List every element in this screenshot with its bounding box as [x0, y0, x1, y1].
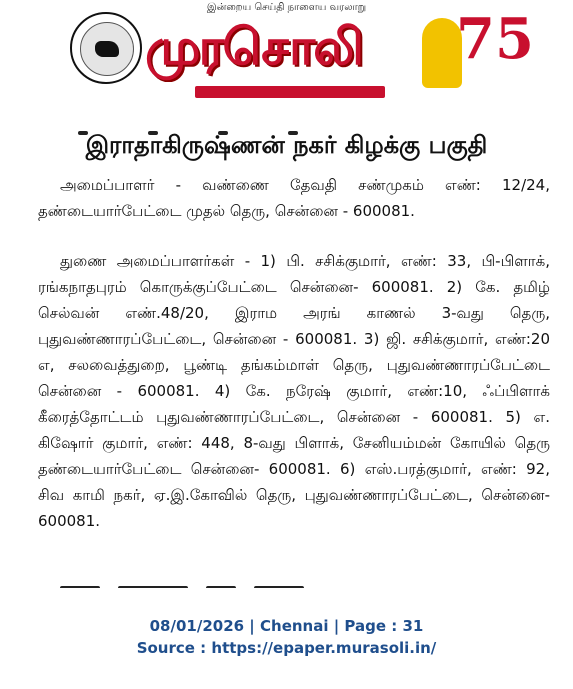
anniversary-number: 75 [456, 6, 534, 72]
clipping-top-edge [18, 120, 548, 126]
newspaper-title: முரசொலி [145, 18, 362, 76]
founder-banner [195, 86, 385, 98]
edition-info: 08/01/2026 | Chennai | Page : 31 [149, 617, 424, 635]
article-headline: இராதாகிருஷ்ணன் நகர் கிழக்கு பகுதி [85, 131, 488, 159]
masthead-tagline: இன்றைய செய்தி நாளைய வரலாறு [206, 2, 367, 13]
party-emblem-icon [70, 12, 142, 84]
masthead [0, 0, 573, 120]
page-footer [0, 588, 573, 689]
source-link[interactable]: Source : https://epaper.murasoli.in/ [136, 639, 437, 657]
emblem-inner-ring [80, 22, 134, 76]
clipping-bottom-edge [60, 576, 500, 584]
article-clipping [0, 118, 573, 588]
article-paragraph-deputy-organisers: துணை அமைப்பாளர்கள் - 1) பி. சசிக்குமார், எண்: 33, பி-பிளாக், ரங்கநாதபுரம் கொருக்குப்பேட்டை சென்னை- 600081. 2) கே. தமிழ் செல்வன் எண்.48/20, இராம அரங் காணல் 3-வது தெரு, புதுவண்ணாரப்பேட்டை, சென்னை - 600081. 3) ஜி. சசிக்குமார், எண்:20 எ, சலவைத்துறை, பூண்டி தங்கம்மாள் தெரு, புதுவண்ணாரப்பேட்டை சென்னை - 600081. 4) கே. நரேஷ் குமார், எண்:10, ஃப்பிளாக் கீரைத்தோட்டம் புதுவண்ணாரப்பேட்டை, சென்னை - 600081. 5) எ. கிஷோர் குமார், எண்: 448, 8-வது பிளாக், சேனியம்மன் கோயில் தெரு தண்டையார்பேட்டை சென்னை- 600081. 6) எஸ்.பரத்குமார், எண்: 92, சிவ காமி நகர், ஏ.இ.கோவில் தெரு, புதுவண்ணாரப்பேட்டை, சென்னை- 600081. [38, 252, 550, 530]
anniversary-logo [422, 6, 534, 100]
emblem-figure [95, 41, 119, 57]
article-paragraph-organiser: அமைப்பாளர் - வண்ணை தேவதி சண்முகம் எண்: 12/24, தண்டையார்பேட்டை முதல் தெரு, சென்னை - 600081. [38, 176, 550, 220]
